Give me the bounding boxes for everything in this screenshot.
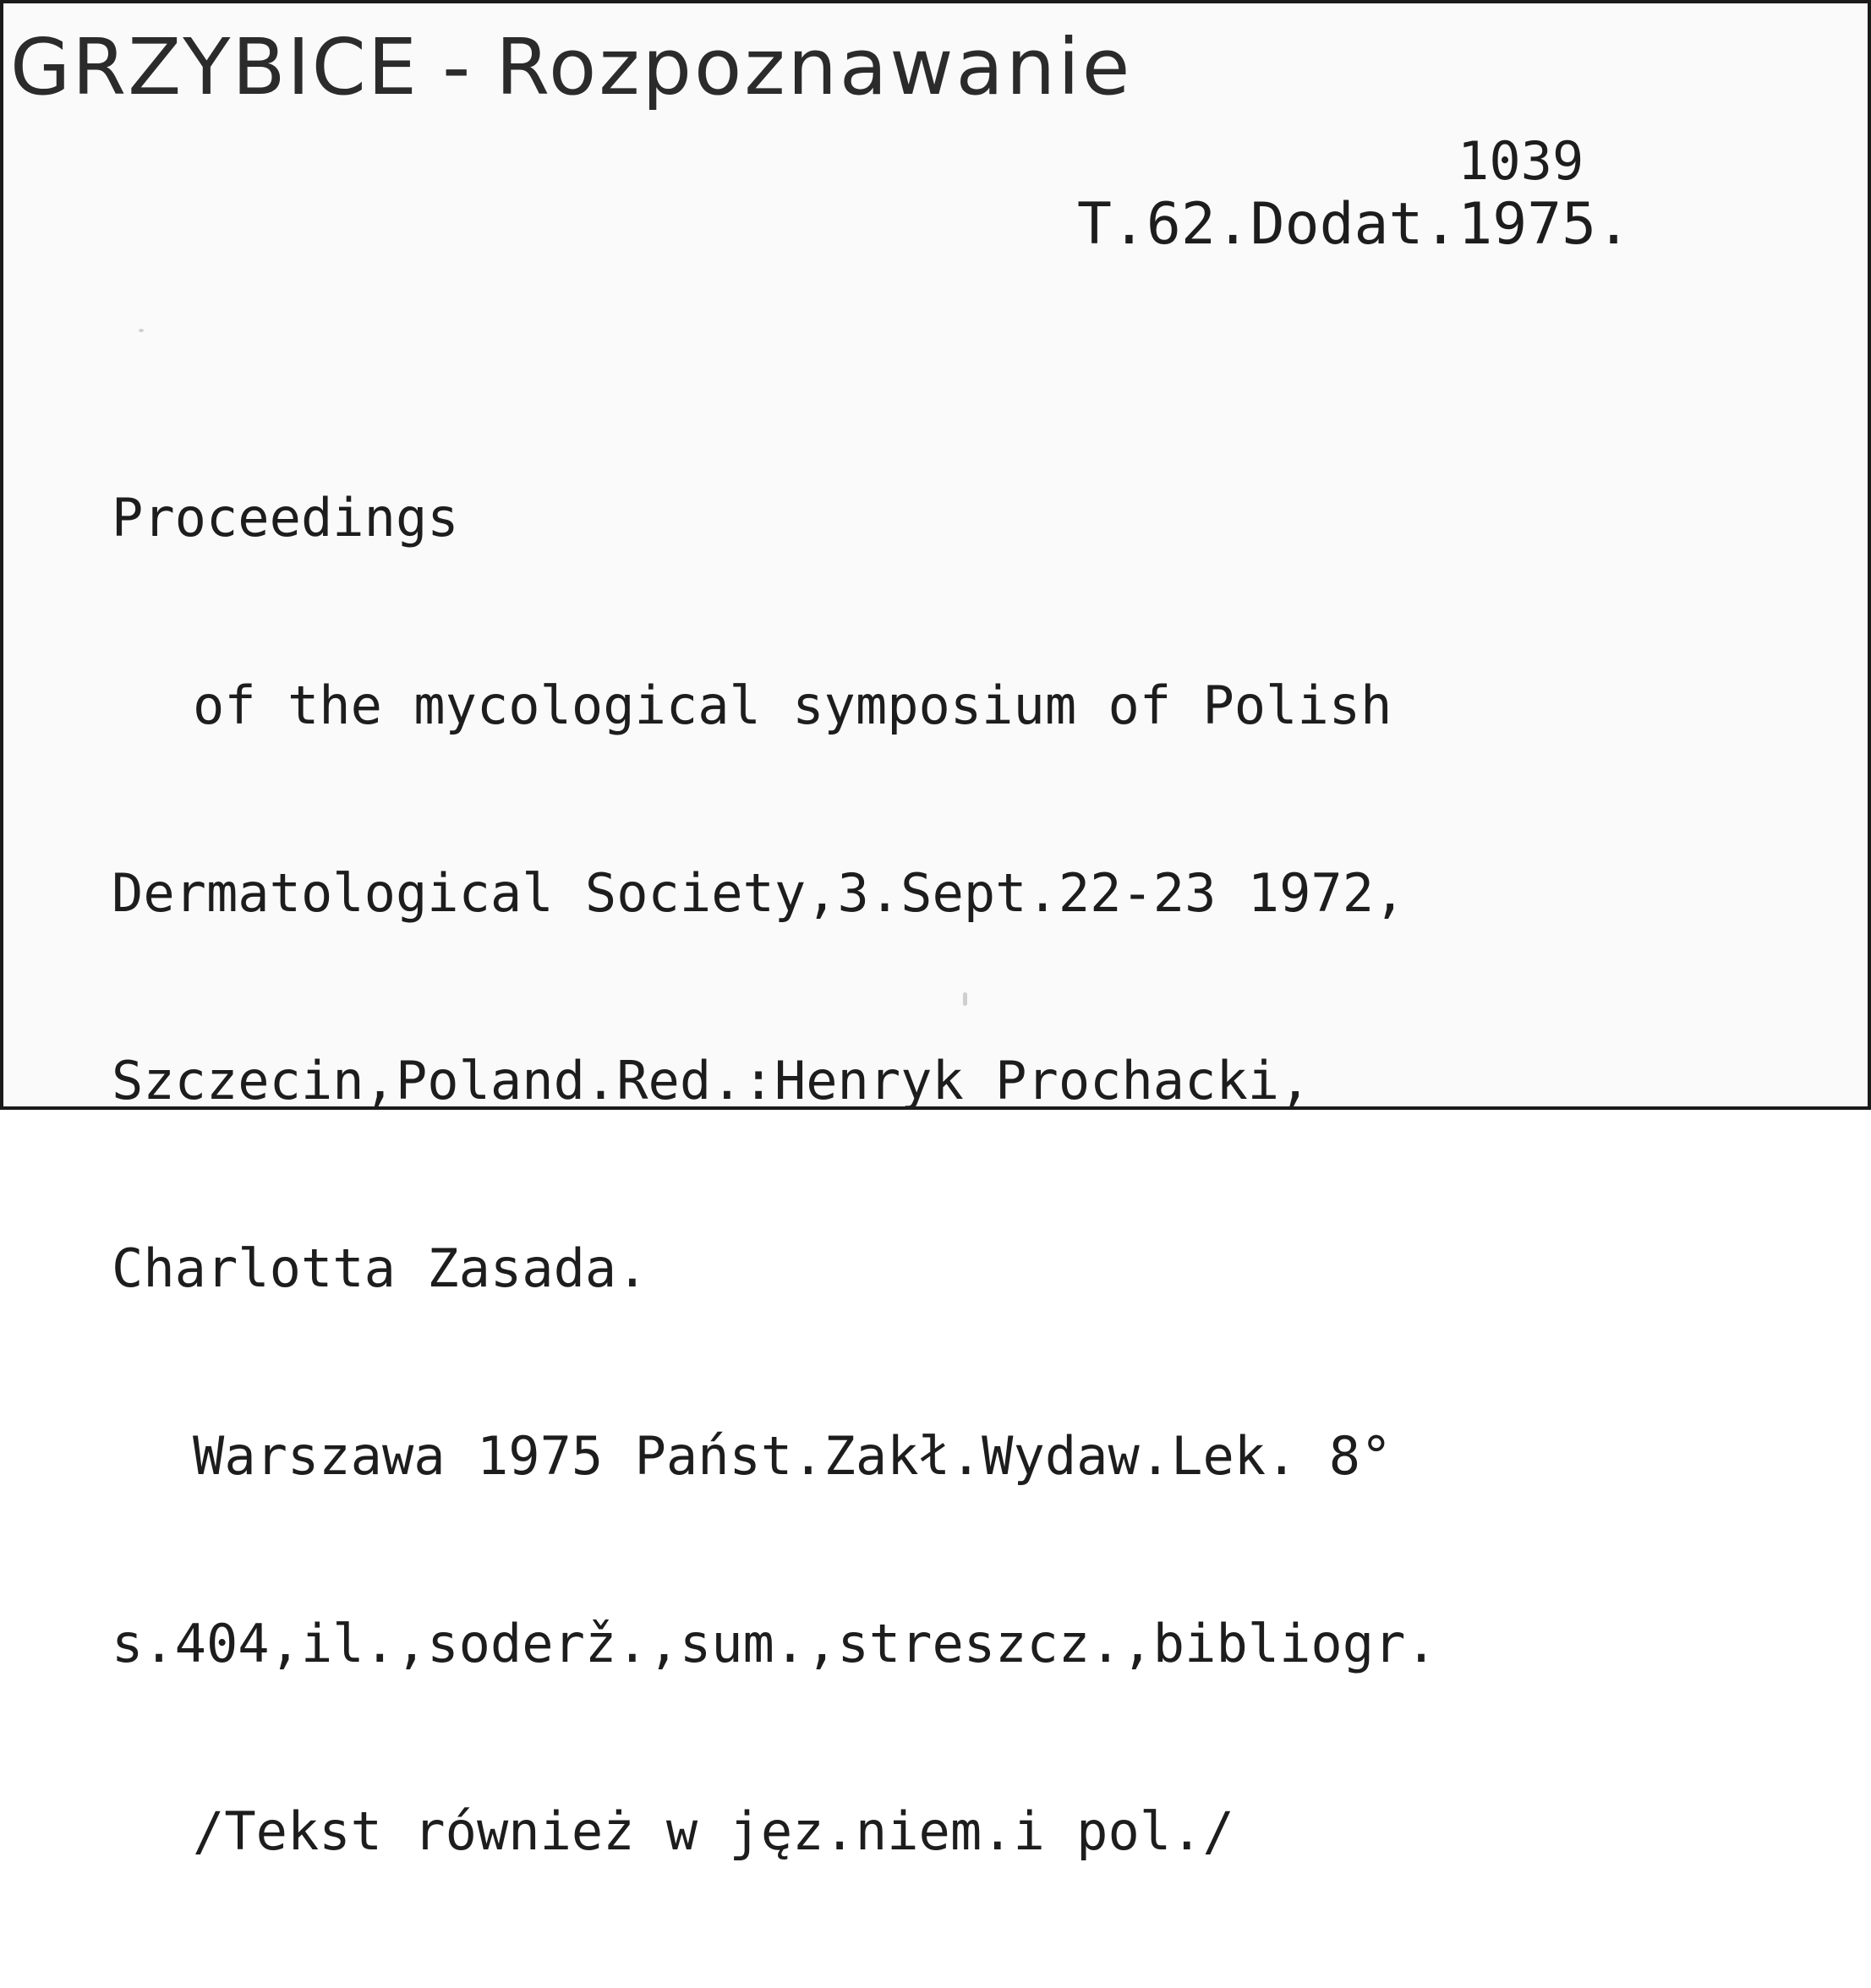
entry-line: Dermatological Society,3.Sept.22-23 1972, [112, 862, 1406, 924]
entry-line: of the mycological symposium of Polish [193, 674, 1392, 736]
volume-reference: T.62.Dodat.1975. [1077, 191, 1632, 258]
paper-speck [139, 329, 144, 332]
bibliographic-entry [112, 362, 1437, 1988]
subject-heading-main: GRZYBICE [10, 22, 419, 112]
entry-line: Szczecin,Poland.Red.:Henryk Prochacki, [112, 1050, 1311, 1111]
entry-line-imprint: Warszawa 1975 Państ.Zakł.Wydaw.Lek. 8° [193, 1425, 1392, 1487]
entry-line-collation: s.404,il.,soderž.,sum.,streszcz.,bibliogr. [112, 1613, 1437, 1674]
subject-heading-sub: Rozpoznawanie [495, 22, 1133, 112]
call-number: 1039 [1458, 130, 1584, 192]
entry-line-note: /Tekst również w jęz.niem.i pol./ [193, 1800, 1234, 1862]
subject-heading-separator: - [442, 22, 473, 112]
entry-line: Charlotta Zasada. [112, 1237, 648, 1299]
entry-line-title: Proceedings [112, 487, 459, 549]
subject-heading [10, 22, 1132, 112]
